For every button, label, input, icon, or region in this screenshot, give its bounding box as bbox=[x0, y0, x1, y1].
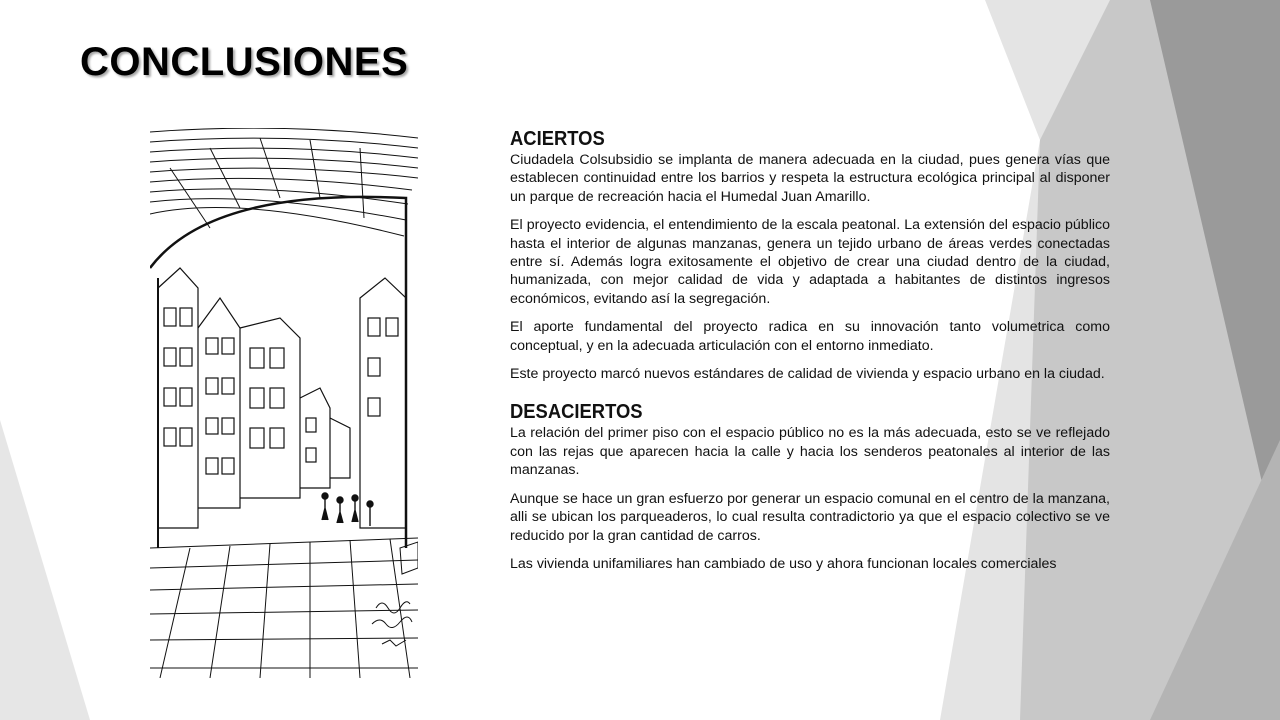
desaciertos-paragraph-3: Las vivienda unifamiliares han cambiado de uso y ahora funcionan locales comerciales bbox=[510, 555, 1057, 572]
aciertos-paragraph-4: Este proyecto marcó nuevos estándares de calidad de vivienda y espacio urbano en la ciudad. bbox=[510, 366, 1105, 383]
aciertos-heading: ACIERTOS bbox=[510, 128, 605, 150]
bg-shape-left-corner bbox=[0, 420, 90, 720]
desaciertos-section bbox=[510, 401, 1110, 573]
conclusions-text-panel bbox=[510, 128, 1110, 583]
slide-title: CONCLUSIONES bbox=[80, 40, 409, 84]
desaciertos-paragraph-1: La relación del primer piso con el espacio público no es la más adecuada, esto se ve reflejado con las rejas que aparecen hacia la calle y hacia los senderos peatonales al interior de las manzanas. bbox=[510, 425, 1110, 479]
desaciertos-heading: DESACIERTOS bbox=[510, 401, 643, 424]
aciertos-paragraph-1: Ciudadela Colsubsidio se implanta de manera adecuada en la ciudad, pues genera vías que establecen continuidad entre los barrios y respeta la estructura ecológica principal al disponer un parque de recreación hacia el Humedal Juan Amarillo. bbox=[510, 152, 1110, 205]
aciertos-paragraph-2: El proyecto evidencia, el entendimiento de la escala peatonal. La extensión del espacio público hasta el interior de algunas manzanas, genera un tejido urbano de áreas verdes conectadas entre sí. Además logra exitosamente el objetivo de crear una ciudad dentro de la ciudad, humanizada, con mejor calidad de vida y adaptada a habitantes de distintos ingresos económicos, evitando así la segregación. bbox=[510, 217, 1110, 307]
street-sketch-illustration bbox=[150, 128, 418, 678]
desaciertos-paragraph-2: Aunque se hace un gran esfuerzo por generar un espacio comunal en el centro de la manzana, alli se ubican los parqueaderos, lo cual resulta contradictorio ya que el espacio colectivo se ve reducido por la gran cantidad de carros. bbox=[510, 490, 1110, 544]
aciertos-paragraph-3: El aporte fundamental del proyecto radica en su innovación tanto volumetrica como conceptual, y en la adecuada articulación con el entorno inmediato. bbox=[510, 319, 1110, 354]
aciertos-section bbox=[510, 128, 1110, 383]
